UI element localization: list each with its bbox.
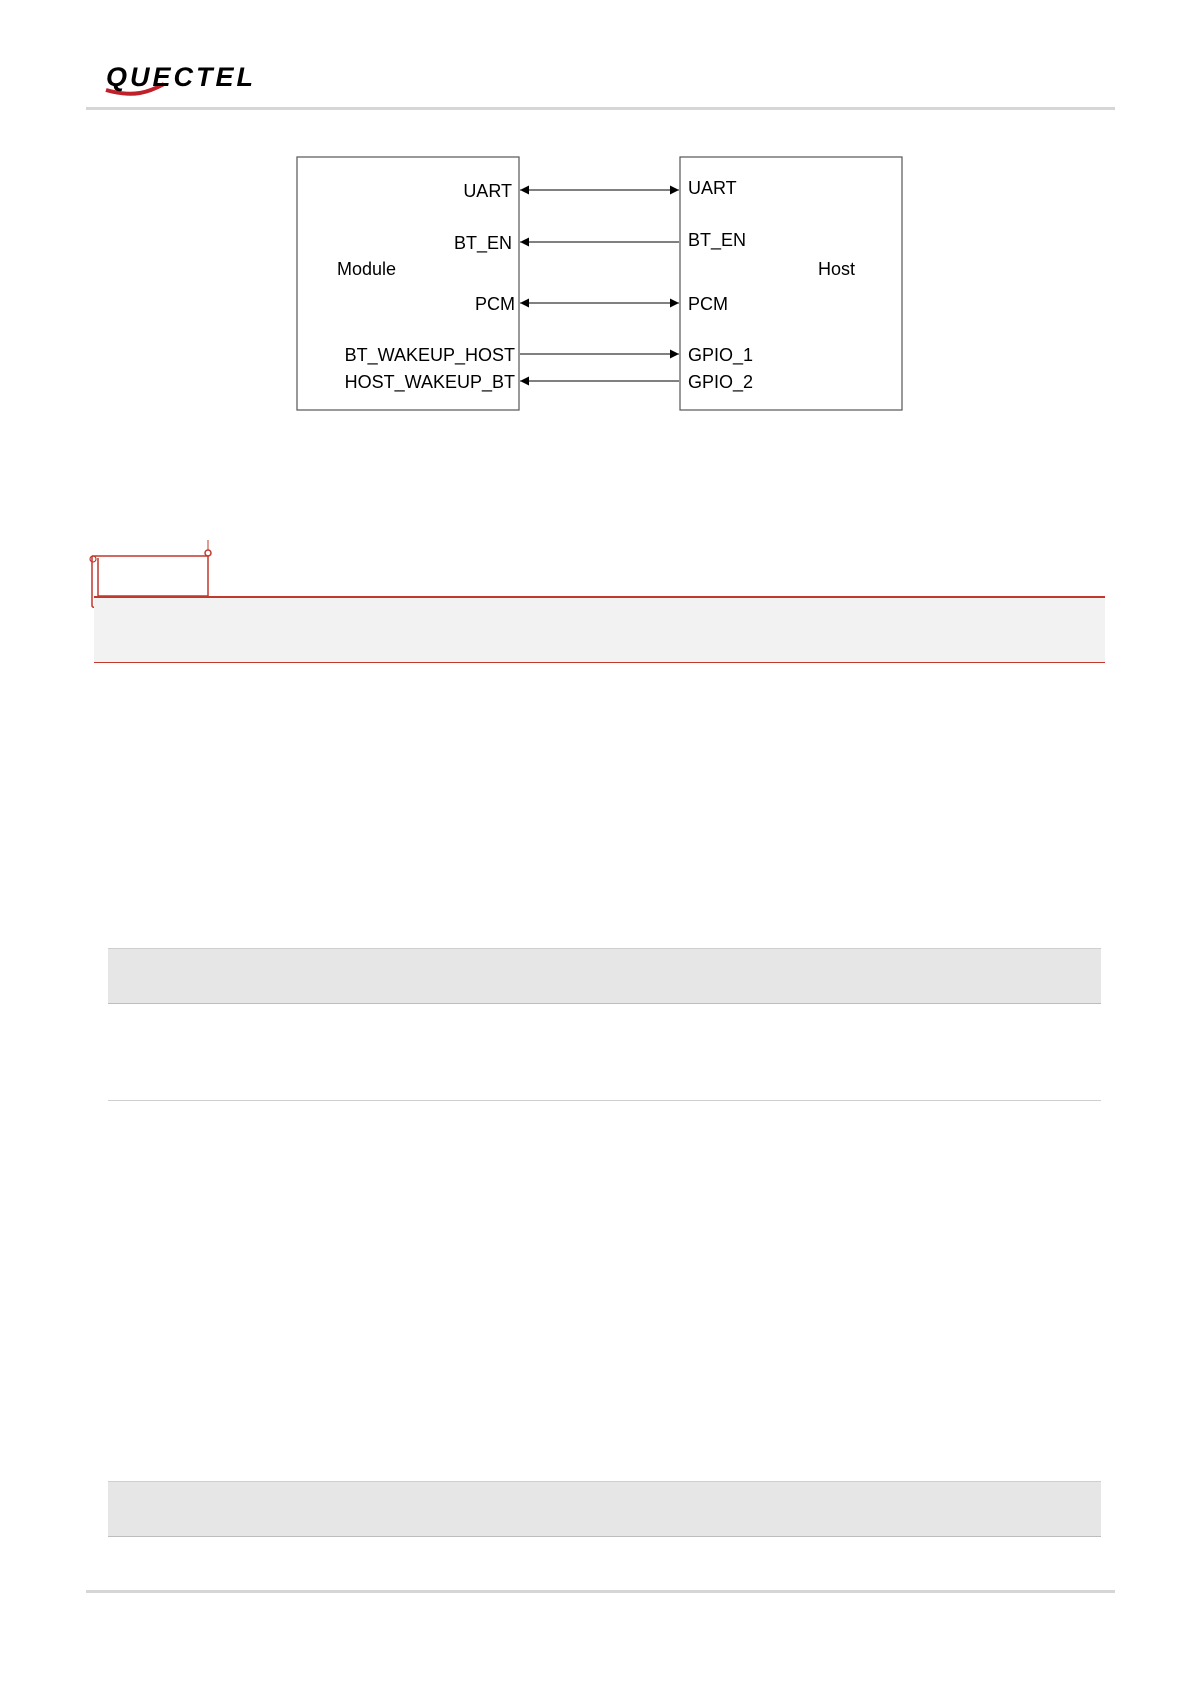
bt-interface-diagram xyxy=(290,150,920,420)
table-header-band xyxy=(108,1481,1101,1537)
host-pin-pcm: PCM xyxy=(688,294,728,314)
module-pin-host-wakeup-bt: HOST_WAKEUP_BT xyxy=(344,372,515,392)
quectel-logo xyxy=(104,62,334,96)
module-label: Module xyxy=(337,259,397,279)
host-pin-gpio1: GPIO_1 xyxy=(688,345,754,365)
footer-divider xyxy=(86,1590,1115,1593)
module-pin-bt-en: BT_EN xyxy=(453,233,512,253)
logo-text: QUECTEL xyxy=(106,62,257,92)
table-header-band xyxy=(108,948,1101,1004)
note-box xyxy=(94,596,1105,663)
module-pin-pcm: PCM xyxy=(475,294,515,314)
host-pin-uart: UART xyxy=(688,178,737,198)
module-pin-bt-wakeup-host: BT_WAKEUP_HOST xyxy=(344,345,515,365)
host-pin-gpio2: GPIO_2 xyxy=(688,372,754,392)
module-pin-uart: UART xyxy=(463,181,512,201)
host-label: Host xyxy=(818,259,856,279)
table-row-divider xyxy=(108,1100,1101,1101)
host-pin-bt-en: BT_EN xyxy=(688,230,747,250)
header-divider xyxy=(86,107,1115,110)
